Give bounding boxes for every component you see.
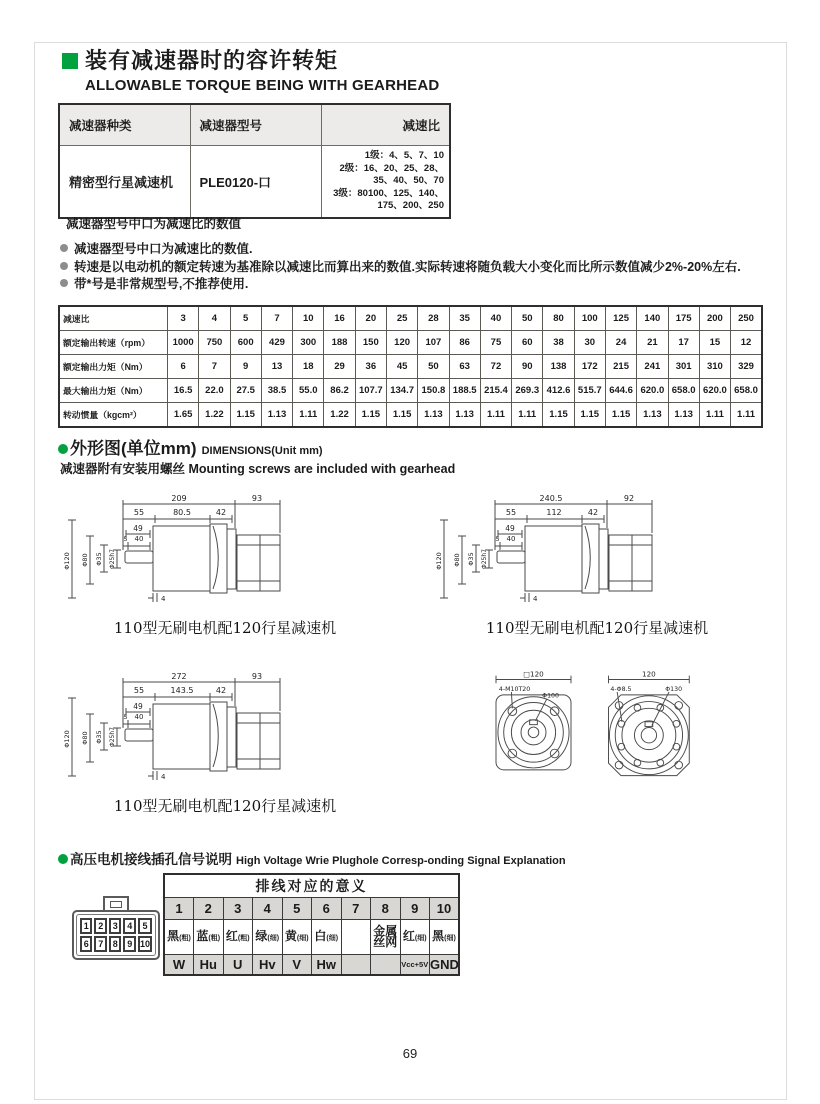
note-item bbox=[60, 276, 741, 294]
dim-label: 209 bbox=[171, 494, 187, 503]
spec-cell: 200 bbox=[699, 306, 730, 331]
dim-label: 4 bbox=[161, 595, 166, 603]
pin-number-cell: 10 bbox=[430, 898, 460, 920]
spec-cell: 63 bbox=[449, 355, 480, 379]
signal-table-row bbox=[164, 920, 459, 955]
wire-color-cell: 红(粗) bbox=[223, 920, 253, 955]
spec-cell: 18 bbox=[293, 355, 324, 379]
dimensions-sub-en: Mounting screws are included with gearhead bbox=[188, 462, 456, 476]
signal-name-cell: V bbox=[282, 955, 312, 976]
signal-name-cell: Hw bbox=[312, 955, 342, 976]
spec-row-label: 最大输出力矩（Nm） bbox=[59, 379, 168, 403]
connector-pin-number: 2 bbox=[94, 918, 107, 934]
gearhead-table bbox=[58, 103, 451, 219]
spec-cell: 1.15 bbox=[230, 403, 261, 428]
connector-pin-number: 8 bbox=[109, 936, 122, 952]
spec-cell: 329 bbox=[731, 355, 762, 379]
spec-cell: 140 bbox=[637, 306, 668, 331]
dim-label: 92 bbox=[623, 494, 635, 503]
dim-label: 40 bbox=[134, 713, 144, 721]
spec-cell: 28 bbox=[418, 306, 449, 331]
dim-label: 55 bbox=[133, 686, 145, 695]
spec-cell: 175 bbox=[668, 306, 699, 331]
spec-cell: 50 bbox=[418, 355, 449, 379]
spec-cell: 412.6 bbox=[543, 379, 574, 403]
ratio-line: 2级：16、20、25、28、 bbox=[339, 162, 444, 174]
page-title-zh: 装有减速器时的容许转矩 bbox=[85, 48, 339, 73]
spec-cell: 269.3 bbox=[512, 379, 543, 403]
spec-cell: 3 bbox=[168, 306, 199, 331]
signal-name-cell bbox=[341, 955, 371, 976]
signal-table-title: 排线对应的意义 bbox=[164, 874, 459, 898]
pin-number-cell: 3 bbox=[223, 898, 253, 920]
side-view-drawing-1 bbox=[60, 488, 390, 638]
spec-cell: 1.15 bbox=[543, 403, 574, 428]
spec-cell: 188 bbox=[324, 331, 355, 355]
signal-name-cell: GND bbox=[430, 955, 460, 976]
dim-label: Φ120 bbox=[63, 552, 71, 570]
spec-cell: 86.2 bbox=[324, 379, 355, 403]
signal-name-cell: Hu bbox=[194, 955, 224, 976]
spec-cell: 29 bbox=[324, 355, 355, 379]
wire-color-cell: 金属丝网 bbox=[371, 920, 401, 955]
spec-cell: 600 bbox=[230, 331, 261, 355]
spec-cell: 120 bbox=[386, 331, 417, 355]
spec-row-label: 额定输出力矩（Nm） bbox=[59, 355, 168, 379]
front-view-drawing bbox=[482, 666, 710, 791]
spec-row-label: 额定输出转速（rpm） bbox=[59, 331, 168, 355]
spec-cell: 7 bbox=[199, 355, 230, 379]
signal-table-body bbox=[164, 874, 459, 975]
spec-cell: 5 bbox=[230, 306, 261, 331]
spec-cell: 644.6 bbox=[605, 379, 636, 403]
spec-cell: 4 bbox=[199, 306, 230, 331]
gearhead-table-footnote: 减速器型号中口为减速比的数值 bbox=[66, 217, 242, 231]
page-number: 69 bbox=[402, 1046, 418, 1061]
spec-cell: 620.0 bbox=[699, 379, 730, 403]
spec-cell: 1.11 bbox=[699, 403, 730, 428]
spec-row bbox=[59, 306, 762, 331]
gearhead-col-ratio: 减速比 bbox=[321, 104, 450, 146]
spec-cell: 150.8 bbox=[418, 379, 449, 403]
spec-cell: 1.11 bbox=[731, 403, 762, 428]
drawing-caption: 110型无刷电机配120行星减速机 bbox=[113, 797, 337, 815]
connector-body bbox=[72, 910, 160, 960]
signal-heading-en: High Voltage Wrie Plughole Corresp-onding Signal Explanation bbox=[236, 855, 566, 867]
spec-cell: 658.0 bbox=[731, 379, 762, 403]
spec-cell: 35 bbox=[449, 306, 480, 331]
wire-color-cell: 绿(细) bbox=[253, 920, 283, 955]
spec-cell: 60 bbox=[512, 331, 543, 355]
dim-label: Φ35 bbox=[95, 730, 103, 744]
spec-cell: 1.15 bbox=[386, 403, 417, 428]
pin-number-cell: 4 bbox=[253, 898, 283, 920]
spec-cell: 75 bbox=[480, 331, 511, 355]
pin-number-cell: 2 bbox=[194, 898, 224, 920]
spec-row-label: 减速比 bbox=[59, 306, 168, 331]
spec-cell: 20 bbox=[355, 306, 386, 331]
dim-label: 42 bbox=[215, 686, 227, 695]
spec-cell: 72 bbox=[480, 355, 511, 379]
notes-list bbox=[60, 241, 741, 294]
dim-label: 240.5 bbox=[539, 494, 563, 503]
side-view-drawing-3 bbox=[60, 666, 390, 816]
dim-label: 272 bbox=[171, 672, 187, 681]
signal-table bbox=[163, 873, 460, 976]
dim-label: Φ35 bbox=[467, 552, 475, 566]
dim-label: 4 bbox=[161, 773, 166, 781]
dimensions-subheading bbox=[60, 459, 455, 477]
gearhead-table-header-row bbox=[59, 104, 450, 146]
dim-label: 40 bbox=[506, 535, 516, 543]
wire-color-cell: 蓝(粗) bbox=[194, 920, 224, 955]
connector-pin-number: 10 bbox=[138, 936, 152, 952]
wire-color-cell: 白(细) bbox=[312, 920, 342, 955]
signal-table-row bbox=[164, 874, 459, 898]
dim-label: Φ25h7 bbox=[109, 549, 116, 569]
spec-cell: 188.5 bbox=[449, 379, 480, 403]
dim-label: 93 bbox=[251, 494, 263, 503]
dim-label: Φ80 bbox=[81, 731, 89, 745]
spec-row bbox=[59, 331, 762, 355]
spec-cell: 1.22 bbox=[199, 403, 230, 428]
spec-cell: 1.13 bbox=[668, 403, 699, 428]
pin-number-cell: 5 bbox=[282, 898, 312, 920]
spec-cell: 24 bbox=[605, 331, 636, 355]
spec-cell: 1.13 bbox=[637, 403, 668, 428]
spec-cell: 17 bbox=[668, 331, 699, 355]
dim-label: 49 bbox=[133, 524, 143, 533]
dim-label: 4-M10T20 bbox=[498, 686, 531, 693]
spec-cell: 215.4 bbox=[480, 379, 511, 403]
dim-label: 55 bbox=[133, 508, 145, 517]
wire-color-cell: 黑(细) bbox=[430, 920, 460, 955]
ratio-line: 35、40、50、70 bbox=[373, 175, 444, 187]
spec-cell: 620.0 bbox=[637, 379, 668, 403]
page-title bbox=[62, 44, 439, 94]
connector-pin-number: 6 bbox=[80, 936, 92, 952]
drawing-caption: 110型无刷电机配120行星减速机 bbox=[113, 619, 337, 637]
spec-table bbox=[58, 305, 763, 428]
connector-latch bbox=[103, 896, 129, 910]
dim-label: 4-Φ8.5 bbox=[610, 686, 632, 693]
spec-cell: 15 bbox=[699, 331, 730, 355]
spec-cell: 658.0 bbox=[668, 379, 699, 403]
spec-cell: 1.15 bbox=[574, 403, 605, 428]
spec-cell: 1.13 bbox=[261, 403, 292, 428]
connector-pin-number: 1 bbox=[80, 918, 92, 934]
spec-cell: 25 bbox=[386, 306, 417, 331]
spec-cell: 13 bbox=[261, 355, 292, 379]
spec-cell: 125 bbox=[605, 306, 636, 331]
dimensions-heading bbox=[58, 434, 323, 459]
wire-color-cell: 红(细) bbox=[400, 920, 430, 955]
note-item bbox=[60, 259, 741, 277]
spec-cell: 100 bbox=[574, 306, 605, 331]
spec-cell: 107.7 bbox=[355, 379, 386, 403]
dim-label: Φ25h7 bbox=[109, 727, 116, 747]
spec-cell: 107 bbox=[418, 331, 449, 355]
dimensions-sub-zh: 减速器附有安装用螺丝 bbox=[60, 462, 186, 476]
dim-label: Φ130 bbox=[665, 686, 683, 693]
dim-label: 55 bbox=[505, 508, 517, 517]
ratio-line: 3级：80100、125、140、 bbox=[333, 187, 444, 199]
pin-number-cell: 9 bbox=[400, 898, 430, 920]
spec-cell: 86 bbox=[449, 331, 480, 355]
spec-cell: 1.22 bbox=[324, 403, 355, 428]
pin-number-cell: 8 bbox=[371, 898, 401, 920]
spec-cell: 1.15 bbox=[355, 403, 386, 428]
spec-row-label: 转动惯量（kgcm²） bbox=[59, 403, 168, 428]
side-view-drawing-2 bbox=[432, 488, 762, 638]
dim-label: 120 bbox=[642, 669, 656, 679]
spec-cell: 50 bbox=[512, 306, 543, 331]
dim-label: 112 bbox=[546, 508, 562, 517]
spec-cell: 138 bbox=[543, 355, 574, 379]
spec-cell: 1.15 bbox=[605, 403, 636, 428]
signal-heading-zh: 高压电机接线插孔信号说明 bbox=[70, 852, 232, 867]
section-bullet-icon bbox=[58, 444, 68, 454]
connector-pin-number: 3 bbox=[109, 918, 122, 934]
spec-row bbox=[59, 355, 762, 379]
dim-label: 42 bbox=[215, 508, 227, 517]
spec-cell: 38.5 bbox=[261, 379, 292, 403]
spec-cell: 40 bbox=[480, 306, 511, 331]
spec-cell: 250 bbox=[731, 306, 762, 331]
signal-name-cell: Vcc+5V bbox=[400, 955, 430, 976]
spec-cell: 1.13 bbox=[449, 403, 480, 428]
dim-label: 5 bbox=[123, 535, 128, 543]
spec-cell: 241 bbox=[637, 355, 668, 379]
wire-color-cell bbox=[341, 920, 371, 955]
gearhead-type: 精密型行星减速机 bbox=[59, 146, 190, 219]
bullet-icon bbox=[60, 279, 68, 287]
green-square-icon bbox=[62, 53, 78, 69]
gearhead-table-row bbox=[59, 146, 450, 219]
spec-cell: 10 bbox=[293, 306, 324, 331]
dimensions-heading-en: DIMENSIONS(Unit mm) bbox=[201, 445, 323, 457]
spec-cell: 172 bbox=[574, 355, 605, 379]
dim-label: 143.5 bbox=[170, 686, 194, 695]
spec-cell: 301 bbox=[668, 355, 699, 379]
gearhead-ratios bbox=[321, 146, 450, 219]
spec-cell: 429 bbox=[261, 331, 292, 355]
spec-cell: 22.0 bbox=[199, 379, 230, 403]
bullet-icon bbox=[60, 262, 68, 270]
dim-label: 5 bbox=[495, 535, 500, 543]
signal-name-cell bbox=[371, 955, 401, 976]
spec-cell: 310 bbox=[699, 355, 730, 379]
spec-cell: 27.5 bbox=[230, 379, 261, 403]
dim-label: Φ25h7 bbox=[481, 549, 488, 569]
ratio-line: 175、200、250 bbox=[377, 200, 444, 212]
spec-cell: 16 bbox=[324, 306, 355, 331]
spec-cell: 1.11 bbox=[480, 403, 511, 428]
dim-label: Φ80 bbox=[453, 553, 461, 567]
pin-number-cell: 6 bbox=[312, 898, 342, 920]
dim-label: Φ35 bbox=[95, 552, 103, 566]
spec-cell: 16.5 bbox=[168, 379, 199, 403]
spec-cell: 1.13 bbox=[418, 403, 449, 428]
dim-label: 5 bbox=[123, 713, 128, 721]
dim-label: Φ120 bbox=[435, 552, 443, 570]
spec-cell: 1.65 bbox=[168, 403, 199, 428]
pin-number-cell: 1 bbox=[164, 898, 194, 920]
gearhead-col-model: 减速器型号 bbox=[190, 104, 321, 146]
spec-cell: 21 bbox=[637, 331, 668, 355]
note-text: 转速是以电动机的额定转速为基准除以减速比而算出来的数值.实际转速将随负载大小变化而比所示数值减少2%-20%左右. bbox=[74, 259, 741, 274]
signal-name-cell: W bbox=[164, 955, 194, 976]
signal-table-row bbox=[164, 898, 459, 920]
spec-cell: 45 bbox=[386, 355, 417, 379]
signal-name-cell: U bbox=[223, 955, 253, 976]
spec-cell: 134.7 bbox=[386, 379, 417, 403]
bullet-icon bbox=[60, 244, 68, 252]
dim-label: Φ80 bbox=[81, 553, 89, 567]
connector-pin-number: 7 bbox=[94, 936, 107, 952]
spec-cell: 90 bbox=[512, 355, 543, 379]
spec-row bbox=[59, 403, 762, 428]
dim-label: 40 bbox=[134, 535, 144, 543]
spec-cell: 55.0 bbox=[293, 379, 324, 403]
connector-pin-number: 9 bbox=[123, 936, 136, 952]
drawing-caption: 110型无刷电机配120行星减速机 bbox=[485, 619, 709, 637]
spec-cell: 150 bbox=[355, 331, 386, 355]
spec-cell: 7 bbox=[261, 306, 292, 331]
dim-label: 4 bbox=[533, 595, 538, 603]
page-title-en: ALLOWABLE TORQUE BEING WITH GEARHEAD bbox=[85, 77, 440, 94]
spec-cell: 750 bbox=[199, 331, 230, 355]
note-text: 带*号是非常规型号,不推荐使用. bbox=[74, 277, 249, 291]
connector-pin-number: 4 bbox=[123, 918, 136, 934]
spec-table-body bbox=[59, 306, 762, 427]
spec-cell: 12 bbox=[731, 331, 762, 355]
dim-label: 80.5 bbox=[173, 508, 191, 517]
dim-label: Φ100 bbox=[542, 692, 560, 700]
signal-name-cell: Hv bbox=[253, 955, 283, 976]
signal-table-row bbox=[164, 955, 459, 976]
spec-cell: 1.11 bbox=[293, 403, 324, 428]
dimensions-heading-zh: 外形图(单位mm) bbox=[70, 439, 197, 458]
dim-label: 42 bbox=[587, 508, 599, 517]
spec-cell: 300 bbox=[293, 331, 324, 355]
dim-label: □120 bbox=[523, 669, 544, 679]
wire-color-cell: 黄(细) bbox=[282, 920, 312, 955]
dim-label: Φ120 bbox=[63, 730, 71, 748]
connector-pin-grid bbox=[76, 914, 156, 956]
spec-cell: 38 bbox=[543, 331, 574, 355]
spec-cell: 9 bbox=[230, 355, 261, 379]
spec-row bbox=[59, 379, 762, 403]
dim-label: 49 bbox=[505, 524, 515, 533]
spec-cell: 1.11 bbox=[512, 403, 543, 428]
pin-number-cell: 7 bbox=[341, 898, 371, 920]
spec-cell: 515.7 bbox=[574, 379, 605, 403]
spec-cell: 30 bbox=[574, 331, 605, 355]
gearhead-model: PLE0120-口 bbox=[190, 146, 321, 219]
spec-cell: 215 bbox=[605, 355, 636, 379]
ratio-line: 1级：4、5、7、10 bbox=[364, 150, 444, 162]
spec-cell: 36 bbox=[355, 355, 386, 379]
note-item bbox=[60, 241, 741, 259]
spec-cell: 1000 bbox=[168, 331, 199, 355]
spec-cell: 6 bbox=[168, 355, 199, 379]
note-text: 减速器型号中口为减速比的数值. bbox=[74, 242, 253, 256]
spec-cell: 80 bbox=[543, 306, 574, 331]
gearhead-col-type: 减速器种类 bbox=[59, 104, 190, 146]
dim-label: 93 bbox=[251, 672, 263, 681]
connector-plug-icon bbox=[72, 896, 160, 960]
connector-pin-number: 5 bbox=[138, 918, 152, 934]
dim-label: 49 bbox=[133, 702, 143, 711]
section-bullet-icon bbox=[58, 854, 68, 864]
signal-heading bbox=[58, 848, 566, 869]
wire-color-cell: 黑(粗) bbox=[164, 920, 194, 955]
